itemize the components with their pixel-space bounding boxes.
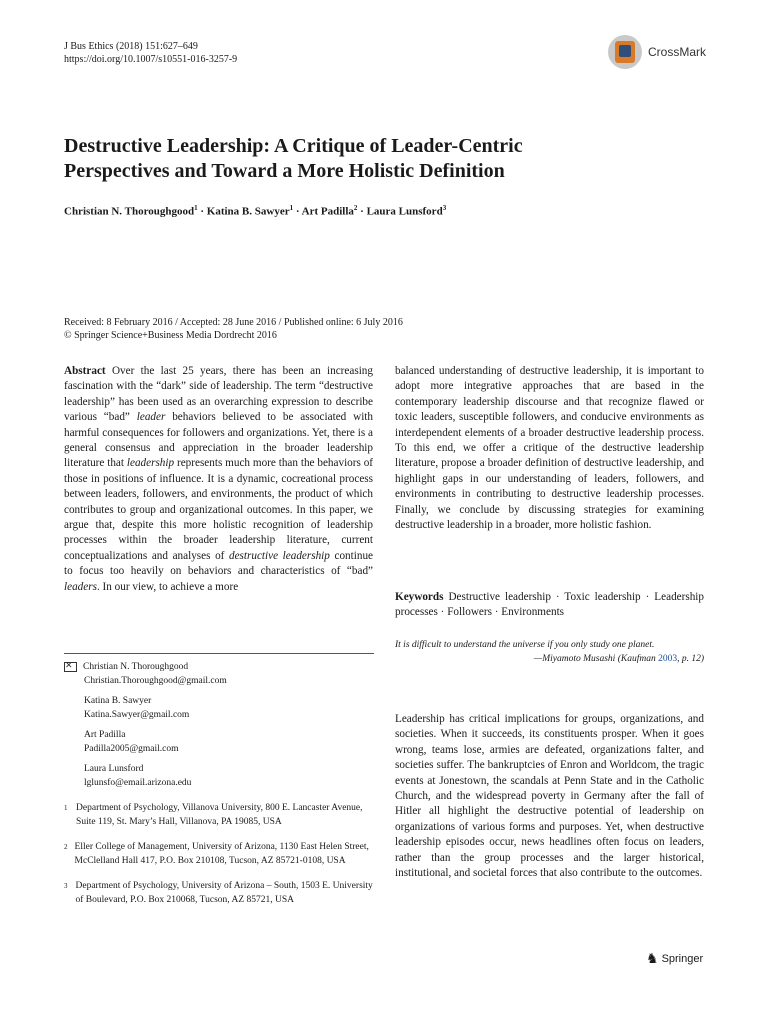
publication-dates (64, 316, 704, 342)
journal-citation: J Bus Ethics (2018) 151:627–649 (64, 41, 198, 52)
abstract-emphasis: destructive leadership (228, 549, 330, 562)
abstract-text: . In our view, to achieve a more (96, 580, 239, 593)
affiliation-number: 1 (64, 804, 68, 812)
epigraph-page: , p. 12) (677, 654, 704, 664)
contact-name: Katina B. Sawyer (84, 696, 152, 706)
author-name: Christian N. Thoroughgood (64, 205, 195, 218)
author-name: Laura Lunsford (366, 205, 443, 218)
contact-name: Christian N. Thoroughgood (83, 662, 189, 672)
abstract-right-column (395, 364, 704, 533)
abstract-emphasis: leaders (64, 580, 97, 593)
crossmark-label: CrossMark (648, 45, 707, 59)
affiliation-3 (64, 880, 374, 907)
keywords-text: Destructive leadership · Toxic leadership · Leadership processes · Followers · Environments (395, 591, 705, 619)
springer-horse-icon: ♞ (646, 950, 659, 966)
abstract-text: represents much more than the behaviors of those in positions of influence. It is a dynamic, cocreational process between leaders, followers, and environments, the product of which contributes to group and organizational outcomes. In this paper, we argue that, despite this more holistic recognition of leadership processes within the broader leadership literature, current conceptualizations and analyses of (64, 457, 374, 562)
affiliation-number: 2 (64, 843, 68, 851)
author-list: Christian N. Thoroughgood$^1$ · Katina B. Sawyer$^1$ · Art Padilla$^2$ · Laura Lunsford$^3$ (64, 204, 447, 218)
affiliation-2 (64, 841, 374, 868)
footnote-divider (64, 653, 374, 654)
crossmark-badge[interactable] (608, 30, 718, 74)
author-affiliation-mark: 3 (442, 204, 447, 212)
epigraph-author: —Miyamoto Musashi (Kaufman (533, 654, 656, 664)
contact-email[interactable]: Christian.Thoroughgood@gmail.com (84, 676, 227, 686)
envelope-icon (64, 662, 77, 672)
crossmark-icon (608, 35, 642, 69)
citation-link[interactable]: 2003 (658, 654, 678, 664)
affiliation-text: Eller College of Management, University of Arizona, 1130 East Helen Street, McClelland Hall 417, P.O. Box 210108, Tucson, AZ 85721-0108, USA (74, 842, 369, 866)
keywords (395, 590, 704, 621)
author-affiliation-mark: 1 (194, 204, 198, 212)
contact-entry (84, 694, 374, 722)
abstract-label: Abstract (64, 365, 106, 377)
abstract-left-column (64, 364, 373, 595)
author-name: Katina B. Sawyer (206, 205, 290, 218)
author-affiliation-mark: 1 (289, 204, 294, 212)
abstract-text: behaviors believed to be associated with harmful consequences for followers and organizations. Yet, there is a general consensus and appreciation in the broader leadership literature that (64, 411, 374, 470)
contact-name: Laura Lunsford (84, 764, 144, 774)
affiliation-text: Department of Psychology, University of Arizona – South, 1503 E. University of Boulevard, P.O. Box 210068, Tucson, AZ 85721, USA (75, 881, 373, 905)
introduction-paragraph: Leadership has critical implications for groups, organizations, and societies. When it succeeds, its constituents prosper. When it goes wrong, teams lose, armies are defeated, organizations falter, and societies suffer. The bankruptcies of Enron and Worldcom, the tragic events at Jonestown, the scandals at Penn State and in the Catholic Church, and the widespread poverty in Germany after the fall of Hitler all highlight the destructive potential of leadership on organizations of various forms and purposes. Yet, when destructive leadership episodes occur, news headlines often focus on leaders, rather than the group processes and the larger historical, institutional, and societal forces that also contribute to the outcomes. (395, 713, 704, 880)
abstract-text: continue to focus too heavily on behaviors and characteristics of “bad” (64, 549, 374, 578)
title-line-1: Destructive Leadership: A Critique of Leader-Centric (64, 135, 523, 157)
contact-entry (84, 728, 374, 756)
affiliation-text: Department of Psychology, Villanova University, 800 E. Lancaster Avenue, Suite 119, St. Mary’s Hall, Villanova, PA 19085, USA (76, 803, 363, 827)
abstract-emphasis: leader (136, 411, 166, 424)
epigraph-quote: It is difficult to understand the universe if you only study one planet. (395, 640, 655, 650)
author-affiliation-mark: 2 (353, 204, 358, 212)
contact-name: Art Padilla (84, 730, 126, 740)
journal-info (64, 40, 237, 66)
dates-line: Received: 8 February 2016 / Accepted: 28 June 2016 / Published online: 6 July 2016 (64, 317, 403, 328)
doi-link[interactable]: https://doi.org/10.1007/s10551-016-3257-9 (64, 54, 238, 65)
affiliation-number: 3 (64, 882, 68, 890)
contact-email[interactable]: lglunsfo@email.arizona.edu (84, 778, 192, 788)
contact-entry (64, 660, 374, 688)
abstract-emphasis: leadership (126, 457, 175, 470)
epigraph (395, 638, 704, 666)
epigraph-source (395, 652, 704, 666)
contact-entry (84, 762, 374, 790)
contact-email[interactable]: Padilla2005@gmail.com (84, 744, 179, 754)
keywords-label: Keywords (395, 591, 444, 603)
title-line-2: Perspectives and Toward a More Holistic Definition (64, 160, 505, 182)
article-title (64, 134, 704, 184)
contact-email[interactable]: Katina.Sawyer@gmail.com (84, 710, 190, 720)
abstract-text: balanced understanding of destructive leadership, it is important to adopt more integrative approaches that are based in the contemporary leadership discourse and that recognize flawed or toxic leaders, susceptible followers, and conducive environments as interdependent elements of a broader destructive leadership process. To this end, we offer a critique of the destructive leadership literature, propose a broader definition of destructive leadership, and highlight gaps in our understanding of leaders, followers, and environments in contributing to destructive leadership processes. Finally, we conclude by discussing strategies for examining destructive leadership in a broader, more holistic fashion. (395, 365, 704, 532)
publisher-name: Springer (661, 952, 704, 965)
copyright-line: © Springer Science+Business Media Dordrecht 2016 (64, 330, 277, 341)
author-name: Art Padilla (301, 205, 354, 218)
affiliation-1 (64, 802, 374, 829)
author-contacts (64, 660, 374, 907)
publisher-logo (646, 950, 703, 967)
abstract-text: Over the last 25 years, there has been an increasing fascination with the “dark” side of leadership. The term “destructive leadership” has been used as an overarching expression to describe various “bad” (64, 365, 373, 424)
